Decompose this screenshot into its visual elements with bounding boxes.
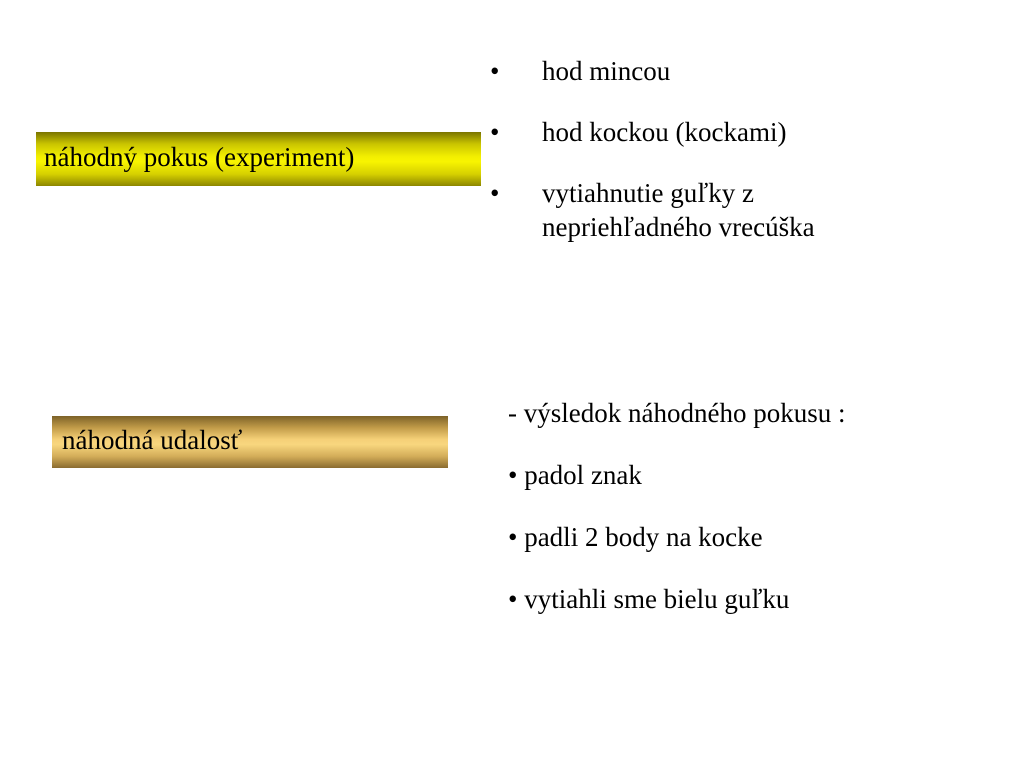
event-description-list xyxy=(508,396,845,644)
event-intro: - výsledok náhodného pokusu : xyxy=(508,398,846,428)
list-item xyxy=(490,54,902,88)
list-item-text: hod kockou (kockami) xyxy=(542,117,787,147)
random-event-text: náhodná udalosť xyxy=(62,424,243,455)
bullet-icon: • xyxy=(490,117,500,147)
random-experiment-text: náhodný pokus (experiment) xyxy=(44,141,355,172)
bullet-icon: • xyxy=(490,56,500,86)
list-item: • padol znak xyxy=(508,460,642,490)
experiment-examples-list xyxy=(490,54,902,271)
list-item: • padli 2 body na kocke xyxy=(508,522,763,552)
random-event-label xyxy=(52,416,448,468)
list-item-text: vytiahnutie guľky z nepriehľadného vrecúška xyxy=(542,178,815,242)
random-experiment-label xyxy=(36,132,481,186)
list-item-text: hod mincou xyxy=(542,56,671,86)
list-item xyxy=(490,115,902,149)
bullet-icon: • xyxy=(490,178,500,208)
list-item: • vytiahli sme bielu guľku xyxy=(508,584,790,614)
list-item xyxy=(490,176,902,244)
